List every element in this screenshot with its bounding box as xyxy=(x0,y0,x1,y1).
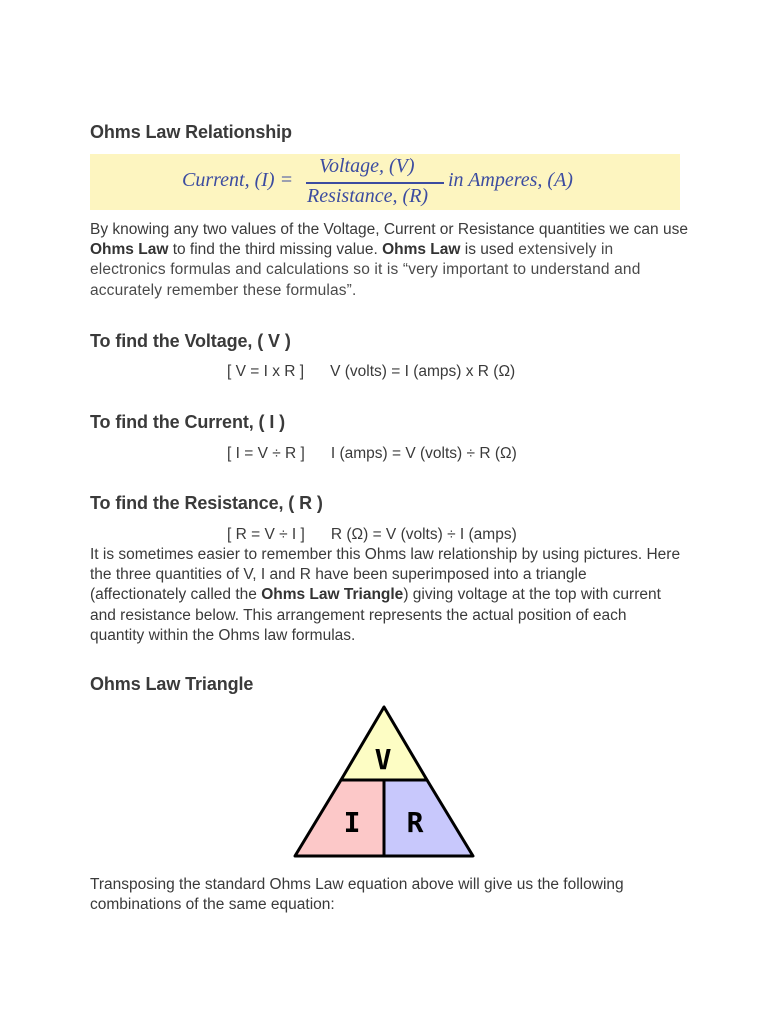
resistance-formula-long: R (Ω) = V (volts) ÷ I (amps) xyxy=(330,526,517,543)
intro-text-2: to find the third missing value. xyxy=(168,241,383,259)
voltage-formula-short: [ V = I x R ] xyxy=(227,363,305,380)
formula-rhs: in Amperes, (A) xyxy=(448,169,573,191)
ohms-law-formula-box xyxy=(90,154,680,210)
pictures-text-2: ) giving voltage at the top with current and resistance below. This arrangement represents the actual position of each quantity within the Ohms law formulas. xyxy=(90,586,661,644)
current-heading: To find the Current, ( I ) xyxy=(90,412,286,432)
pictures-text-1: It is sometimes easier to remember this Ohms law relationship by using pictures. Here the three quantities of V, I and R have been superimposed into a triangle (affectionately called the xyxy=(90,546,681,604)
triangle-label-r: R xyxy=(406,806,424,839)
triangle-resistance-section xyxy=(384,780,473,856)
formula-numerator: Voltage, (V) xyxy=(319,155,415,177)
resistance-heading: To find the Resistance, ( R ) xyxy=(90,493,323,513)
voltage-heading: To find the Voltage, ( V ) xyxy=(90,331,291,351)
triangle-heading: Ohms Law Triangle xyxy=(90,674,254,694)
intro-paragraph xyxy=(90,220,690,301)
current-formula xyxy=(90,154,680,210)
intro-text-4: extensively in electronics formulas and calculations so it is “very important to understand and accurately remember these formulas”. xyxy=(90,241,641,299)
intro-bold-2: Ohms Law xyxy=(382,241,461,259)
resistance-formula-short: [ R = V ÷ I ] xyxy=(227,526,305,543)
page-title: Ohms Law Relationship xyxy=(90,122,292,142)
voltage-formula xyxy=(227,363,515,381)
ohms-law-triangle xyxy=(290,702,478,860)
pictures-bold: Ohms Law Triangle xyxy=(261,586,404,604)
current-formula-short: [ I = V ÷ R ] xyxy=(227,445,305,462)
triangle-current-section xyxy=(295,780,384,856)
intro-bold-1: Ohms Law xyxy=(90,241,169,259)
current-formula xyxy=(227,445,517,463)
intro-text-1: By knowing any two values of the Voltage, Current or Resistance quantities we can use xyxy=(90,221,688,238)
resistance-formula xyxy=(227,526,517,544)
formula-denominator: Resistance, (R) xyxy=(307,185,429,207)
current-formula-long: I (amps) = V (volts) ÷ R (Ω) xyxy=(330,445,517,462)
pictures-paragraph xyxy=(90,545,685,646)
transposing-paragraph: Transposing the standard Ohms Law equation above will give us the following combinations of the same equation: xyxy=(90,876,624,914)
formula-lhs: Current, (I) = xyxy=(182,169,294,191)
voltage-formula-long: V (volts) = I (amps) x R (Ω) xyxy=(330,363,516,380)
fraction-bar xyxy=(306,182,444,184)
triangle-label-i: I xyxy=(343,806,361,839)
intro-text-3: is used xyxy=(460,241,519,259)
triangle-label-v: V xyxy=(374,743,392,776)
